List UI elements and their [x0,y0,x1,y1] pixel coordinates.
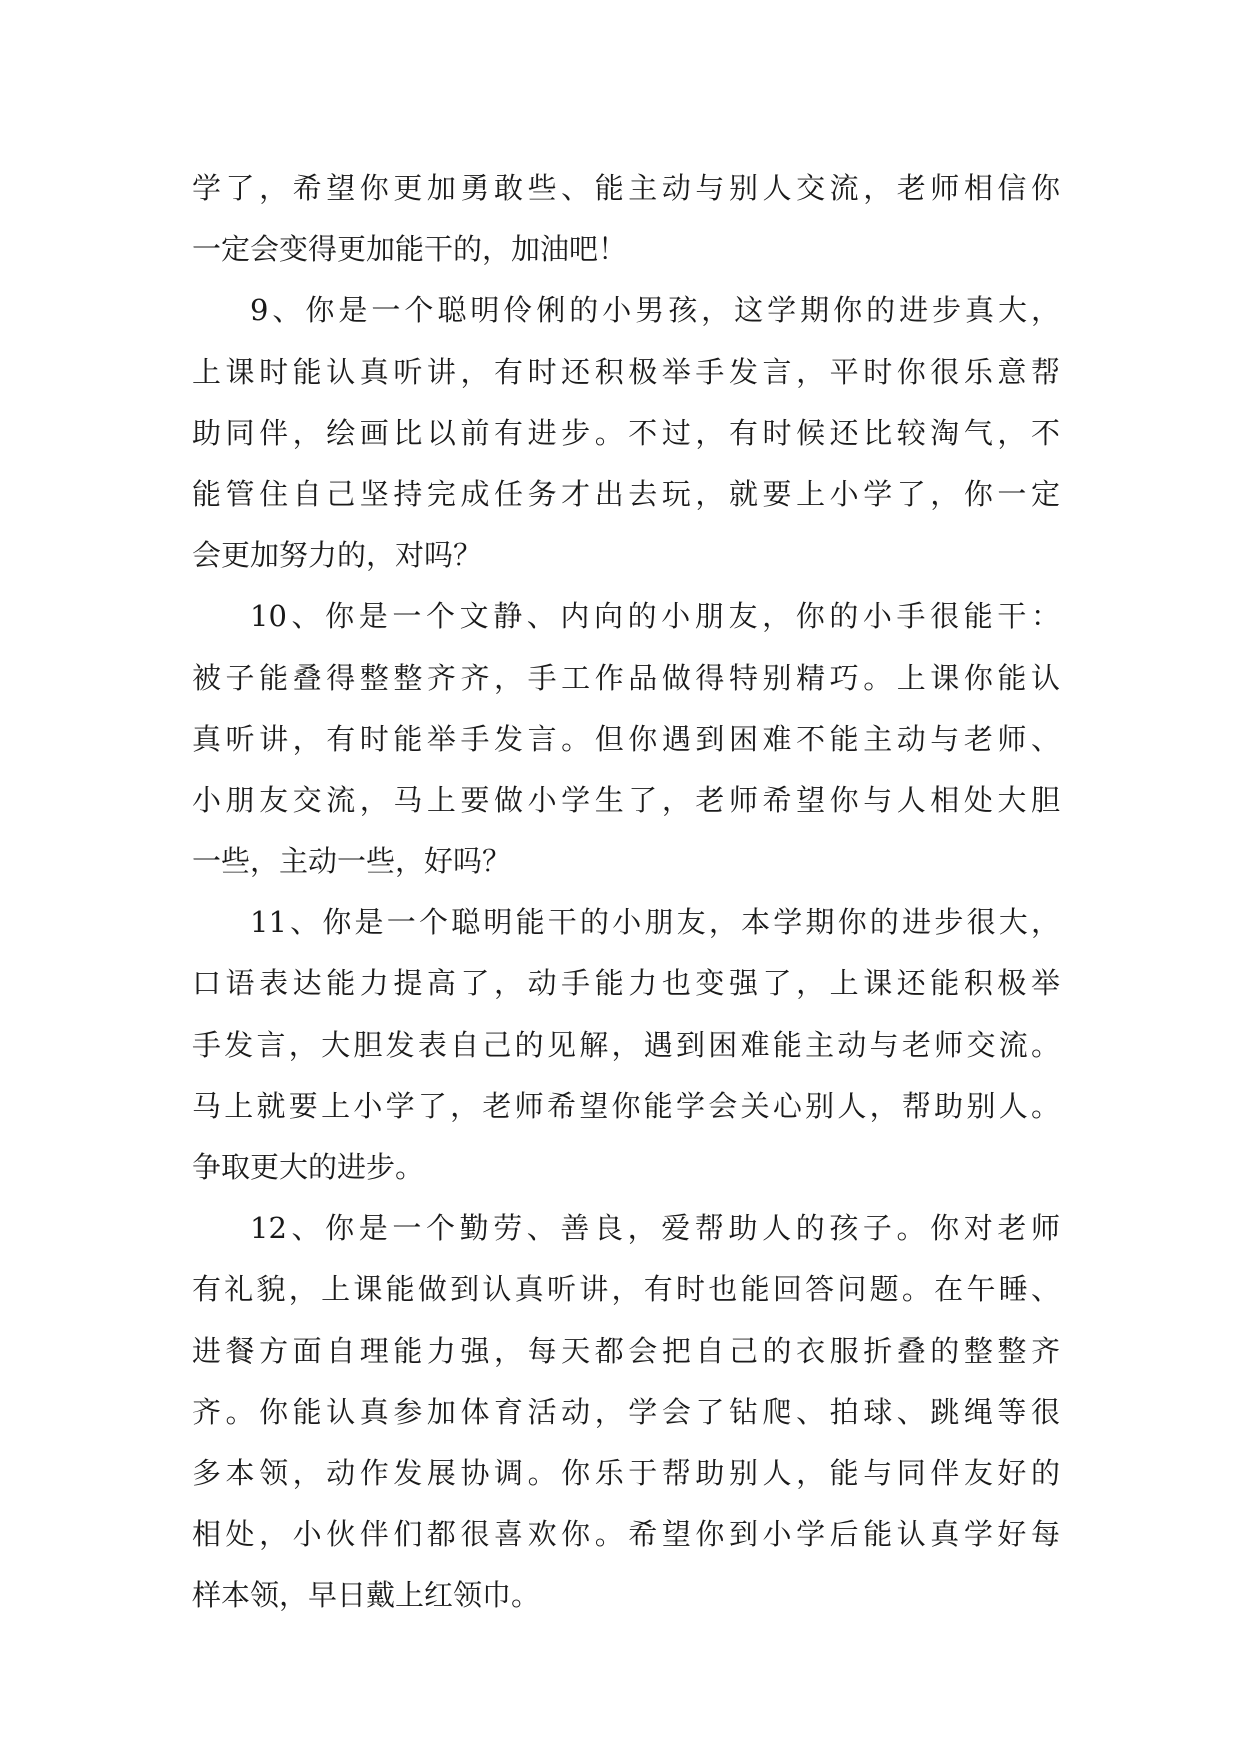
text-line: 多本领，动作发展协调。你乐于帮助别人，能与同伴友好的 [192,1455,1060,1490]
text-line: 样本领，早日戴上红领巾。 [192,1578,541,1613]
text-line: 真听讲，有时能举手发言。但你遇到困难不能主动与老师、 [192,721,1060,756]
text-line: 有礼貌，上课能做到认真听讲，有时也能回答问题。在午睡、 [192,1272,1060,1307]
text-line: 学了，希望你更加勇敢些、能主动与别人交流，老师相信你 [192,171,1060,205]
paragraph-9-start: 9、你是一个聪明伶俐的小男孩，这学期你的进步真大， [250,293,1060,328]
text-line: 争取更大的进步。 [192,1150,425,1184]
text-line: 相处，小伙伴们都很喜欢你。希望你到小学后能认真学好每 [192,1517,1060,1552]
text-line: 手发言，大胆发表自己的见解，遇到困难能主动与老师交流。 [192,1027,1060,1062]
text-line: 上课时能认真听讲，有时还积极举手发言，平时你很乐意帮 [192,354,1060,389]
text-line: 小朋友交流，马上要做小学生了，老师希望你与人相处大胆 [192,782,1060,817]
text-line: 一些，主动一些，好吗？ [192,844,512,879]
paragraph-10-start: 10、你是一个文静、内向的小朋友，你的小手很能干： [250,599,1060,634]
text-line: 一定会变得更加能干的，加油吧！ [192,232,628,267]
text-line: 马上就要上小学了，老师希望你能学会关心别人，帮助别人。 [192,1088,1060,1123]
text-line: 齐。你能认真参加体育活动，学会了钻爬、拍球、跳绳等很 [192,1394,1060,1429]
text-line: 被子能叠得整整齐齐，手工作品做得特别精巧。上课你能认 [192,660,1060,695]
paragraph-12-start: 12、你是一个勤劳、善良，爱帮助人的孩子。你对老师 [250,1211,1060,1246]
text-line: 口语表达能力提高了，动手能力也变强了，上课还能积极举 [192,966,1060,1001]
text-line: 会更加努力的，对吗？ [192,538,483,573]
text-line: 进餐方面自理能力强，每天都会把自己的衣服折叠的整整齐 [192,1333,1060,1368]
paragraph-11-start: 11、你是一个聪明能干的小朋友，本学期你的进步很大， [250,905,1060,940]
text-line: 助同伴，绘画比以前有进步。不过，有时候还比较淘气，不 [192,415,1060,450]
document-body [192,158,1060,1627]
text-line: 能管住自己坚持完成任务才出去玩，就要上小学了，你一定 [192,476,1060,511]
